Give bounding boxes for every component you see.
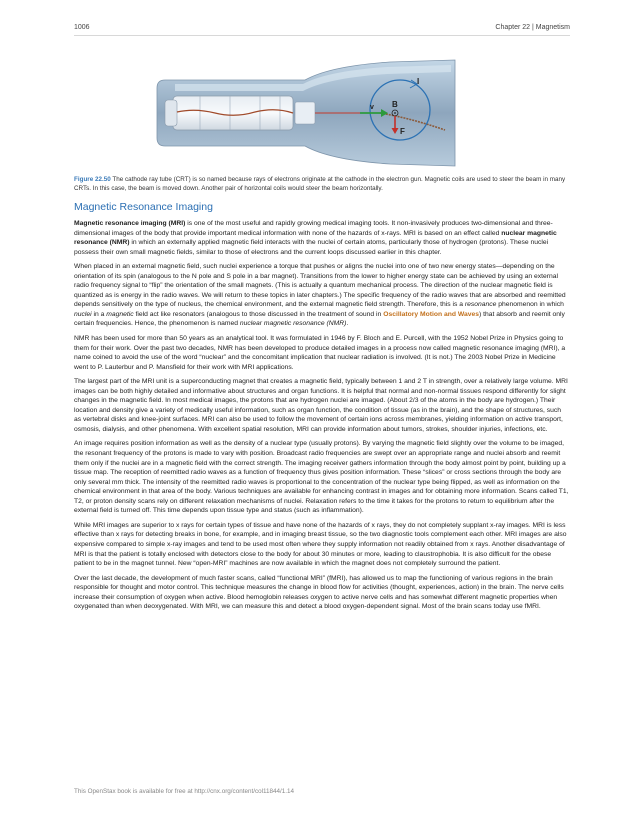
- paragraph-6: While MRI images are superior to x rays for certain types of tissue and have none of the hazards of x rays, they do not completely supplant x-ray images. MRI is less effective than x rays for detecting breaks in bone, for example, and in imaging breast tissue, so the two diagnostic tools complement each other. MRI images are also expensive compared to simple x-ray images and tend to be used most often where they supply information not readily obtained from x rays. Another disadvantage of MRI is that the patient is totally enclosed with detectors close to the body for about 30 minutes or more, leading to claustrophobia. It is also difficult for the obese patient to be in the magnet tunnel. New “open-MRI” machines are now available in which the magnet does not completely surround the patient.: [74, 521, 567, 568]
- p2-text-b: phenomenon in which: [496, 301, 564, 309]
- p1-text-b: in which an externally applied magnetic field interacts with the nuclei of certain atoms, particularly those of hydrogen (protons). These nuclei possess their own small magnetic fields, similar to those of electrons and the current loops discussed earlier in this chapter.: [74, 239, 549, 256]
- caption-text: The cathode ray tube (CRT) is so named because rays of electrons originate at the cathode in the electron gun. Magnetic coils are used to steer the beam in many CRTs. In this case, the beam is moved down. Another pair of horizontal coils would steer the beam horizontally.: [74, 176, 566, 192]
- paragraph-4: The largest part of the MRI unit is a superconducting magnet that creates a magnetic field, typically between 1 and 2 T in strength, over a relatively large volume. MRI images can be both highly detailed and informative about structures and organ functions. It is helpful that normal and non-normal tissues respond differently for slight changes in the magnetic field. In most medical images, the protons that are hydrogen nuclei are imaged. (About 2/3 of the atoms in the body are hydrogen.) Their location and density give a variety of medically useful information, such as organ function, the condition of tissue (as in the brain), and the shape of structures, such as vertebral disks and knee-joint surfaces. MRI can also be used to follow the movement of certain ions across membranes, yielding information on active transport, osmosis, dialysis, and other phenomena. With excellent spatial resolution, MRI can provide information about tumors, strokes, shoulder injuries, infections, etc.: [74, 378, 568, 433]
- term-nmr: nuclear magnetic resonance (NMR): [74, 229, 557, 247]
- p2-italic-nmr: nuclear magnetic resonance (NMR): [239, 320, 347, 328]
- p2-text-d: field act like resonators (analogous to those discussed in the treatment of sound in: [133, 310, 384, 318]
- p2-text-f: .: [346, 320, 349, 328]
- label-current: I: [417, 77, 420, 86]
- electron-gun-body: [173, 96, 293, 130]
- chapter-title: Chapter 22 | Magnetism: [495, 24, 570, 31]
- label-field: B: [392, 100, 398, 109]
- header-rule: [74, 35, 570, 36]
- crt-figure: [155, 58, 465, 168]
- figure-label: Figure 22.50: [74, 176, 111, 183]
- paragraph-5: An image requires position information as well as the density of a nuclear type (usually protons). By varying the magnetic field slightly over the volume to be imaged, the resonant frequency of the protons is made to vary with position. Broadcast radio frequencies are swept over an appropriate range and nuclei absorb and reemit them only if the nuclei are in a magnetic field with the correct strength. The imaging receiver gathers information through the body almost point by point, building up a tissue map. The reception of reemitted radio waves as a function of frequency thus gives position information. These “slices” or cross sections through the body are only several mm thick. The intensity of the reemitted radio waves is proportional to the concentration of the nuclear type being flipped, as well as information on the chemical environment in that area of the body. Various techniques are available for enhancing contrast in images and for obtaining more information. Scans called T1, T2, or proton density scans rely on different relaxation mechanisms of nuclei. Relaxation refers to the time it takes for the protons to return to equilibrium after the external field is turned off. This time depends upon tissue type and status (such as inflammation).: [74, 440, 569, 515]
- p2-italic-resonance: resonance: [464, 301, 497, 309]
- p1-text-a: is one of the most useful and rapidly growing medical imaging tools. It non-invasively produces two-dimensional and three-dimensional images of the body that provide important medical information with none of the hazards of x-rays. MRI is based on an effect called: [74, 220, 553, 237]
- p2-text-c: in a: [91, 310, 107, 318]
- paragraph-3: NMR has been used for more than 50 years as an analytical tool. It was formulated in 1946 by F. Bloch and E. Purcell, with the 1952 Nobel Prize in Physics going to them for their work. Over the past two decades, NMR has been developed to produce detailed images in a process now called magnetic resonance imaging (MRI), a name coined to avoid the use of the word “nuclear” and the concomitant implication that nuclear radiation is involved. (It is not.) The 2003 Nobel Prize in Medicine went to P. Lauterbur and P. Mansfield for their work with MRI applications.: [74, 335, 566, 371]
- section-heading: Magnetic Resonance Imaging: [74, 201, 213, 213]
- page-number: 1006: [74, 24, 90, 31]
- p2-italic-magnetic: magnetic: [106, 310, 134, 318]
- paragraph-2: [74, 262, 570, 329]
- term-mri: Magnetic resonance imaging (MRI): [74, 220, 186, 227]
- footer-note: This OpenStax book is available for free at http://cnx.org/content/col11844/1.14: [74, 788, 295, 795]
- electron-gun-cap: [165, 100, 177, 126]
- label-velocity: v: [370, 104, 374, 111]
- label-force: F: [400, 127, 405, 136]
- p2-text-e: ) that absorb and reemit only certain frequencies. Hence, the phenomenon is named: [74, 310, 565, 328]
- electron-gun-anode: [295, 102, 315, 124]
- link-oscillatory-motion[interactable]: Oscillatory Motion and Waves: [383, 310, 479, 318]
- paragraph-1: [74, 219, 570, 257]
- p2-text-a: When placed in an external magnetic field, such nuclei experience a torque that pushes or aligns the nuclei into one of two new energy states—depending on the orientation of its spin (analogous to the N pole and S pole in a bar magnet). Transitions from the lower to higher energy state can be achieved by using an external radio frequency signal to “flip” the orientation of the small magnets. (This is actually a quantum mechanical process. The direction of the nuclear magnetic field is quantized as is energy in the radio waves. We will return to these topics in later chapters.) The specific frequency of the radio waves that are absorbed and reemitted depends sensitively on the type of nucleus, the chemical environment, and the external magnetic field strength. Therefore, this is a: [74, 263, 566, 309]
- p2-italic-nuclei: nuclei: [74, 310, 92, 318]
- body-text: [74, 219, 570, 617]
- paragraph-7: Over the last decade, the development of much faster scans, called “functional MRI” (fMRI), has allowed us to map the functioning of various regions in the brain responsible for thought and motor control. This technique measures the change in blood flow for activities (thought, experiences, action) in the brain. The nerve cells increase their consumption of oxygen when active. Blood hemoglobin releases oxygen to active nerve cells and has somewhat different magnetic properties when oxygenated than when deoxygenated. With MRI, we can measure this and detect a blood oxygen-dependent signal. Most of the brain scans today use fMRI.: [74, 574, 564, 611]
- field-dot-icon: [394, 112, 396, 114]
- figure-caption: [74, 175, 570, 193]
